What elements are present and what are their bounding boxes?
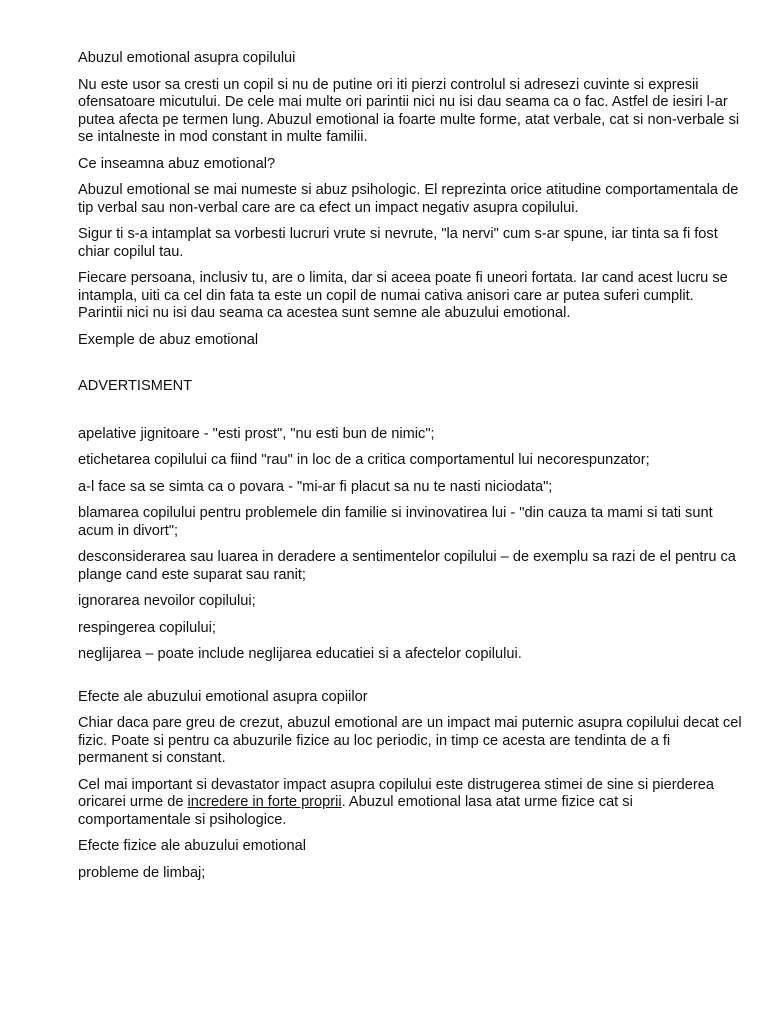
limit-paragraph: Fiecare persoana, inclusiv tu, are o limita, dar si aceea poate fi uneori fortata. Iar cand acest lucru se intampla, uiti ca cel din fata ta este un copil de numai cativa anisori care ar putea suferi cumplit. Parintii nici nu isi dau seama ca acestea sunt semne ale abuzului emotional. [78,270,728,321]
intro-paragraph: Nu este usor sa cresti un copil si nu de putine ori iti pierzi controlul si adresezi cuvinte si expresii ofensatoare micutului. De cele mai multe ori parintii nici nu isi dau seama ca o fac. Astfel de iesiri l-ar putea afecta pe termen lung. Abuzul emotional ia foarte multe forme, atat verbale, cat si non-verbale si se intalneste in mod constant in multe familii. [78,76,740,145]
section-heading-examples: Exemple de abuz emotional [78,331,259,348]
section-heading-physical-effects: Efecte fizice ale abuzului emotional [78,838,306,854]
self-esteem-paragraph [78,777,742,830]
section-heading-definition: Ce inseamna abuz emotional? [78,155,276,172]
document-page [78,50,742,891]
list-item: etichetarea copilului ca fiind "rau" in loc de a critica comportamentul lui necorespunzator; [78,452,650,468]
self-confidence-link[interactable]: incredere in forte proprii [187,794,342,810]
advertisment-label: ADVERTISMENT [78,378,193,394]
nerves-paragraph: Sigur ti s-a intamplat sa vorbesti lucruri vrute si nevrute, "la nervi" cum s-ar spune, iar tinta sa fi fost chiar copilul tau. [78,226,718,260]
list-item: desconsiderarea sau luarea in deradere a sentimentelor copilului – de exemplu sa razi de el pentru ca plange cand este suparat sau ranit; [78,549,736,583]
list-item: ignorarea nevoilor copilului; [78,593,256,609]
self-esteem-text-end: . Abuzul emotional lasa atat urme fizice cat si comportamentale si psihologice. [78,794,633,828]
list-item: respingerea copilului; [78,619,216,636]
definition-paragraph: Abuzul emotional se mai numeste si abuz psihologic. El reprezinta orice atitudine comportamentala de tip verbal sau non-verbal care are ca efect un impact negativ asupra copilului. [78,182,739,216]
section-heading-effects: Efecte ale abuzului emotional asupra copiilor [78,688,368,705]
list-item: neglijarea – poate include neglijarea educatiei si a afectelor copilului. [78,646,522,662]
list-item: blamarea copilului pentru problemele din familie si invinovatirea lui - "din cauza ta mami si tati sunt acum in divort"; [78,505,713,539]
document-title: Abuzul emotional asupra copilului [78,50,296,66]
effects-paragraph: Chiar daca pare greu de crezut, abuzul emotional are un impact mai puternic asupra copilului decat cel fizic. Poate si pentru ca abuzurile fizice au loc periodic, in timp ce acesta are tendinta de a fi permanent si constant. [78,715,742,766]
examples-list [78,426,742,664]
list-item: a-l face sa se simta ca o povara - "mi-ar fi placut sa nu te nasti niciodata"; [78,478,553,495]
list-item: apelative jignitoare - "esti prost", "nu esti bun de nimic"; [78,425,435,442]
list-item: probleme de limbaj; [78,864,206,881]
self-esteem-text-start: Cel mai important si devastator impact asupra copilului este distrugerea stimei de sine si pierderea oricarei urme de [78,776,714,810]
